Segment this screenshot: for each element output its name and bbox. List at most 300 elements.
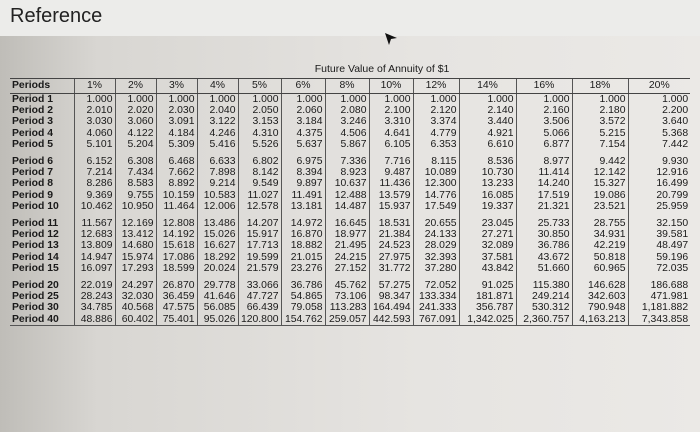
table-cell: 16.627 [197,240,238,251]
table-cell: 8.394 [281,167,325,178]
table-cell: 16.085 [459,190,516,201]
table-cell: 471.981 [628,291,690,302]
table-cell: 21.015 [281,252,325,263]
table-cell: 3.246 [325,116,369,127]
table-cell: 4.375 [281,128,325,139]
table-cell: 164.494 [369,302,413,313]
table-cell: 14.776 [413,190,459,201]
table-cell: 91.025 [459,274,516,291]
table-cell: 17.293 [115,263,156,274]
table-cell: 5.368 [628,128,690,139]
table-cell: 14.947 [74,252,115,263]
table-cell: 2.120 [413,105,459,116]
table-cell: 12.142 [572,167,628,178]
table-cell: 767.091 [413,314,459,326]
table-cell: 12.300 [413,178,459,189]
table-cell: 15.327 [572,178,628,189]
table-cell: 48.886 [74,314,115,326]
table-cell: 34.931 [572,229,628,240]
table-cell: 18.977 [325,229,369,240]
table-cell: 60.402 [115,314,156,326]
table-cell: 2.180 [572,105,628,116]
table-cell: 19.599 [238,252,281,263]
table-cell: 24.215 [325,252,369,263]
table-row [10,150,690,167]
table-cell: 23.521 [572,201,628,212]
table-cell: 3.122 [197,116,238,127]
table-cell: 3.030 [74,116,115,127]
table-cell: 6.802 [238,150,281,167]
table-cell: 72.052 [413,274,459,291]
table-cell: 30.850 [516,229,572,240]
table-cell: 36.459 [156,291,197,302]
table-cell: 95.026 [197,314,238,326]
table-cell: 1,342.025 [459,314,516,326]
table-cell: 22.019 [74,274,115,291]
row-label: Period 6 [12,156,53,168]
table-cell: 14.207 [238,212,281,229]
table-cell: 4.641 [369,128,413,139]
table-cell: 24.133 [413,229,459,240]
table-cell: 356.787 [459,302,516,313]
table-cell: 41.646 [197,291,238,302]
table-cell: 241.333 [413,302,459,313]
table-row [10,116,690,127]
table-cell: 3.640 [628,116,690,127]
table-cell: 5.416 [197,139,238,150]
table-cell: 1.000 [74,94,115,106]
table-cell: 3.091 [156,116,197,127]
table-cell: 9.369 [74,190,115,201]
table-cell: 3.060 [115,116,156,127]
table-cell: 7.662 [156,167,197,178]
table-cell: 15.026 [197,229,238,240]
table-cell: 442.593 [369,314,413,326]
table-header-row [10,79,690,94]
table-cell: 2.020 [115,105,156,116]
column-header: 18% [572,79,628,94]
table-row [10,178,690,189]
row-label: Period 14 [12,251,59,263]
column-header: 20% [628,79,690,94]
table-cell: 3.153 [238,116,281,127]
table-cell: 28.755 [572,212,628,229]
table-cell: 26.870 [156,274,197,291]
table-cell: 6.877 [516,139,572,150]
row-label: Period 9 [12,189,53,201]
table-cell: 72.035 [628,263,690,274]
table-cell: 8.892 [156,178,197,189]
table-cell: 23.045 [459,212,516,229]
table-cell: 33.066 [238,274,281,291]
table-row [10,314,690,326]
table-cell: 13.486 [197,212,238,229]
column-header: 10% [369,79,413,94]
table-cell: 20.799 [628,190,690,201]
table-cell: 8.583 [115,178,156,189]
table-cell: 3.184 [281,116,325,127]
annuity-table [10,62,690,326]
table-cell: 10.730 [459,167,516,178]
table-cell: 8.115 [413,150,459,167]
table-cell: 43.672 [516,252,572,263]
column-header: 2% [115,79,156,94]
table-cell: 21.495 [325,240,369,251]
table-cell: 6.975 [281,150,325,167]
table-cell: 10.089 [413,167,459,178]
table-cell: 3.310 [369,116,413,127]
table-row [10,212,690,229]
table-cell: 115.380 [516,274,572,291]
table-cell: 42.219 [572,240,628,251]
table-cell: 54.865 [281,291,325,302]
table-cell: 18.531 [369,212,413,229]
table-cell: 4.310 [238,128,281,139]
table-cell: 37.581 [459,252,516,263]
table-cell: 1.000 [516,94,572,106]
table-cell: 16.097 [74,263,115,274]
table-cell: 3.374 [413,116,459,127]
table-cell: 18.882 [281,240,325,251]
table-cell: 47.575 [156,302,197,313]
table-cell: 11.567 [74,212,115,229]
table-cell: 13.809 [74,240,115,251]
table-cell: 7.434 [115,167,156,178]
table-cell: 7.442 [628,139,690,150]
table-cell: 14.487 [325,201,369,212]
table-cell: 19.337 [459,201,516,212]
column-header: Periods [10,79,74,94]
table-cell: 8.977 [516,150,572,167]
row-label: Period 5 [12,138,53,150]
row-label: Period 40 [10,314,74,326]
table-row [10,252,690,263]
table-cell: 32.393 [413,252,459,263]
table-cell: 6.353 [413,139,459,150]
column-header: 3% [156,79,197,94]
table-cell: 25.959 [628,201,690,212]
table-cell: 13.579 [369,190,413,201]
table-cell: 14.972 [281,212,325,229]
table-cell: 10.950 [115,201,156,212]
table-cell: 6.152 [74,150,115,167]
table-row [10,128,690,139]
table-cell: 2.100 [369,105,413,116]
row-label: Period 3 [12,116,53,128]
table-cell: 98.347 [369,291,413,302]
table-cell: 12.169 [115,212,156,229]
table-row [10,201,690,212]
table-cell: 37.280 [413,263,459,274]
column-header: 5% [238,79,281,94]
table-row [10,302,690,313]
table-cell: 27.271 [459,229,516,240]
row-label: Period 8 [12,178,53,190]
table-cell: 16.870 [281,229,325,240]
table-cell: 8.536 [459,150,516,167]
table-cell: 12.683 [74,229,115,240]
table-cell: 5.526 [238,139,281,150]
table-cell: 27.975 [369,252,413,263]
table-cell: 13.412 [115,229,156,240]
table-title: Future Value of Annuity of $1 [314,63,450,76]
table-cell: 5.867 [325,139,369,150]
row-label: Period 1 [12,94,53,105]
cursor-icon [384,32,398,46]
column-header: 6% [281,79,325,94]
table-cell: 4,163.213 [572,314,628,326]
table-cell: 2.040 [197,105,238,116]
table-cell: 10.637 [325,178,369,189]
table-cell: 8.142 [238,167,281,178]
table-cell: 24.297 [115,274,156,291]
table-row [10,139,690,150]
table-cell: 48.497 [628,240,690,251]
page-title: Reference [10,5,103,27]
row-label: Period 12 [12,229,59,241]
table-cell: 28.243 [74,291,115,302]
table-cell: 20.655 [413,212,459,229]
table-cell: 14.192 [156,229,197,240]
table-cell: 15.937 [369,201,413,212]
row-label: Period 13 [12,240,59,252]
table-row [10,291,690,302]
table-cell: 6.610 [459,139,516,150]
table-cell: 21.321 [516,201,572,212]
table-cell: 8.923 [325,167,369,178]
table-cell: 23.276 [281,263,325,274]
table-cell: 20.024 [197,263,238,274]
table-cell: 186.688 [628,274,690,291]
table-cell: 4.246 [197,128,238,139]
table-cell: 5.637 [281,139,325,150]
table-cell: 9.442 [572,150,628,167]
table-cell: 9.897 [281,178,325,189]
table-row [10,274,690,291]
table-cell: 2.010 [74,105,115,116]
table-cell: 45.762 [325,274,369,291]
table-cell: 1.000 [156,94,197,106]
table-cell: 28.029 [413,240,459,251]
table-cell: 2.160 [516,105,572,116]
table-cell: 11.027 [238,190,281,201]
table-cell: 2.200 [628,105,690,116]
table-cell: 11.436 [369,178,413,189]
table-cell: 12.916 [628,167,690,178]
table-cell: 5.309 [156,139,197,150]
table-cell: 47.727 [238,291,281,302]
table-cell: 13.233 [459,178,516,189]
column-header: 1% [74,79,115,94]
table-cell: 2.030 [156,105,197,116]
table-cell: 36.786 [281,274,325,291]
row-label: Period 20 [12,280,59,292]
table-cell: 1.000 [115,94,156,106]
table-cell: 1,181.882 [628,302,690,313]
table-cell: 21.384 [369,229,413,240]
table-cell: 133.334 [413,291,459,302]
table-cell: 249.214 [516,291,572,302]
table-cell: 1.000 [281,94,325,106]
table-cell: 12.578 [238,201,281,212]
table-cell: 29.778 [197,274,238,291]
table-cell: 6.105 [369,139,413,150]
table-cell: 4.921 [459,128,516,139]
column-header: 4% [197,79,238,94]
column-header: 12% [413,79,459,94]
table-cell: 43.842 [459,263,516,274]
table-cell: 12.808 [156,212,197,229]
table-cell: 1.000 [413,94,459,106]
table-cell: 17.549 [413,201,459,212]
table-cell: 2.050 [238,105,281,116]
table-cell: 1.000 [572,94,628,106]
row-label: Period 4 [12,127,53,139]
table-cell: 15.618 [156,240,197,251]
table-cell: 5.101 [74,139,115,150]
row-label: Period 11 [12,218,59,230]
column-header: 16% [516,79,572,94]
table-cell: 17.086 [156,252,197,263]
table-cell: 4.122 [115,128,156,139]
table-cell: 14.680 [115,240,156,251]
table-cell: 27.152 [325,263,369,274]
table-cell: 2.060 [281,105,325,116]
table-cell: 1.000 [459,94,516,106]
table-cell: 21.579 [238,263,281,274]
table-cell: 3.572 [572,116,628,127]
table-cell: 9.549 [238,178,281,189]
table-cell: 530.312 [516,302,572,313]
table-cell: 120.800 [238,314,281,326]
table-cell: 34.785 [74,302,115,313]
table-cell: 66.439 [238,302,281,313]
table-cell: 5.215 [572,128,628,139]
table-cell: 4.184 [156,128,197,139]
table-cell: 2.080 [325,105,369,116]
table-cell: 17.519 [516,190,572,201]
table-cell: 154.762 [281,314,325,326]
table-cell: 15.917 [238,229,281,240]
table-cell: 342.603 [572,291,628,302]
table-cell: 10.583 [197,190,238,201]
table-cell: 7.716 [369,150,413,167]
table-cell: 146.628 [572,274,628,291]
table-cell: 9.930 [628,150,690,167]
header-bar [0,0,700,36]
row-label: Period 30 [12,302,59,314]
table-cell: 12.488 [325,190,369,201]
table-cell: 11.491 [281,190,325,201]
table-cell: 11.414 [516,167,572,178]
table-cell: 5.066 [516,128,572,139]
table-row [10,105,690,116]
table-cell: 2,360.757 [516,314,572,326]
table-cell: 6.633 [197,150,238,167]
table-cell: 10.462 [74,201,115,212]
table-cell: 4.779 [413,128,459,139]
table-cell: 1.000 [197,94,238,106]
table-cell: 16.499 [628,178,690,189]
row-label: Period 2 [12,105,53,117]
table-cell: 7.336 [325,150,369,167]
table-cell: 3.506 [516,116,572,127]
table-cell: 6.468 [156,150,197,167]
table-cell: 2.140 [459,105,516,116]
table-cell: 79.058 [281,302,325,313]
table-row [10,94,690,106]
table-cell: 56.085 [197,302,238,313]
table-cell: 7,343.858 [628,314,690,326]
table-row [10,240,690,251]
table-row [10,190,690,201]
table-cell: 9.487 [369,167,413,178]
table-cell: 4.060 [74,128,115,139]
table-cell: 57.275 [369,274,413,291]
table-cell: 50.818 [572,252,628,263]
table-cell: 113.283 [325,302,369,313]
table-cell: 12.006 [197,201,238,212]
table-cell: 11.464 [156,201,197,212]
table-cell: 181.871 [459,291,516,302]
table-cell: 18.292 [197,252,238,263]
table-cell: 8.286 [74,178,115,189]
table-cell: 24.523 [369,240,413,251]
table-row [10,263,690,274]
row-label: Period 25 [12,291,59,303]
table-cell: 13.181 [281,201,325,212]
table-cell: 39.581 [628,229,690,240]
table-cell: 790.948 [572,302,628,313]
table-cell: 5.204 [115,139,156,150]
table-cell: 32.150 [628,212,690,229]
table-cell: 17.713 [238,240,281,251]
table-cell: 25.733 [516,212,572,229]
table-cell: 259.057 [325,314,369,326]
table-cell: 32.030 [115,291,156,302]
table-cell: 1.000 [238,94,281,106]
table-cell: 59.196 [628,252,690,263]
table-cell: 1.000 [369,94,413,106]
table-cell: 60.965 [572,263,628,274]
table-row [10,167,690,178]
table-cell: 18.599 [156,263,197,274]
table-cell: 73.106 [325,291,369,302]
table-cell: 9.214 [197,178,238,189]
table-cell: 36.786 [516,240,572,251]
column-header: 8% [325,79,369,94]
table-cell: 10.159 [156,190,197,201]
table-cell: 7.898 [197,167,238,178]
table-cell: 3.440 [459,116,516,127]
row-label: Period 7 [12,167,53,179]
table-cell: 75.401 [156,314,197,326]
row-label: Period 10 [12,200,59,212]
table-cell: 7.154 [572,139,628,150]
table-cell: 32.089 [459,240,516,251]
table-cell: 1.000 [325,94,369,106]
table-row [10,229,690,240]
table-cell: 16.645 [325,212,369,229]
table-cell: 14.240 [516,178,572,189]
row-label: Period 15 [12,262,59,274]
table-cell: 1.000 [628,94,690,106]
table-cell: 9.755 [115,190,156,201]
table-cell: 51.660 [516,263,572,274]
table-cell: 15.974 [115,252,156,263]
table-cell: 19.086 [572,190,628,201]
table-cell: 6.308 [115,150,156,167]
